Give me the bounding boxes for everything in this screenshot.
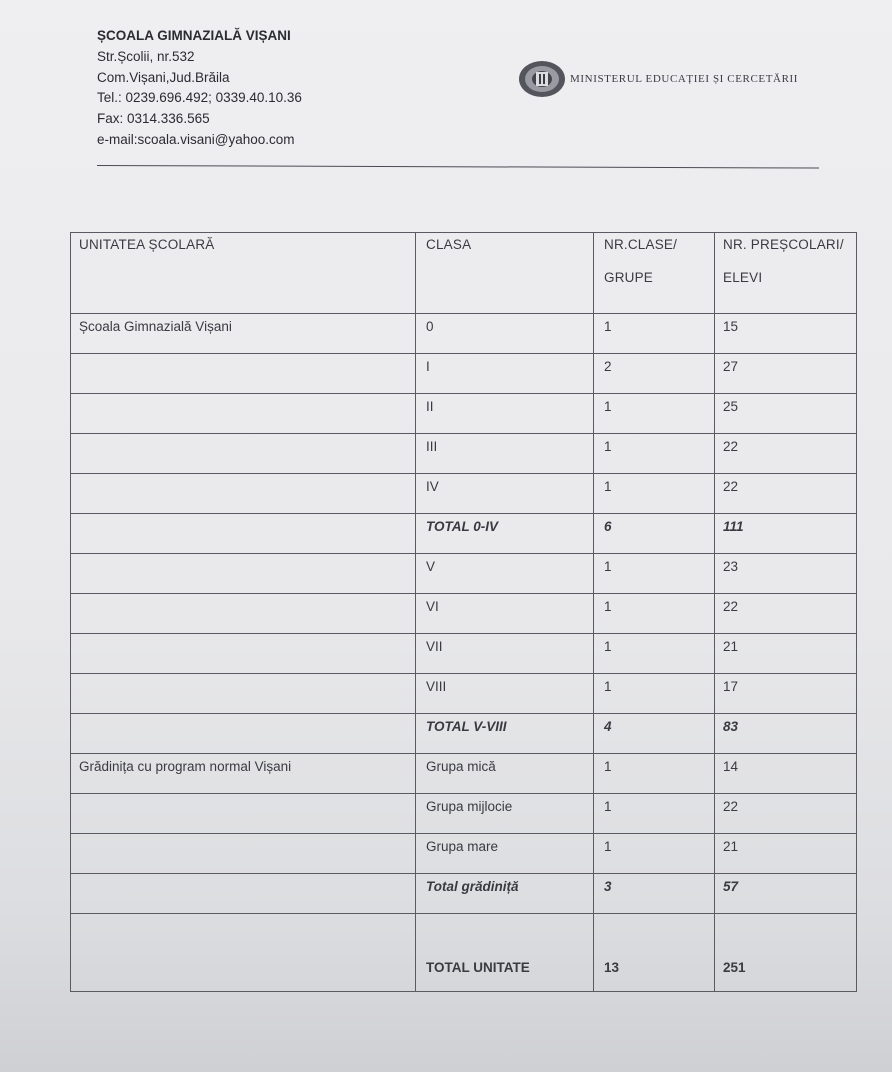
- table-row: [71, 874, 857, 914]
- table-row: [71, 794, 857, 834]
- cell-students: 22: [715, 474, 857, 514]
- cell-groups: 1: [594, 834, 715, 874]
- header-students: [715, 233, 857, 314]
- cell-groups: 1: [594, 394, 715, 434]
- cell-class: I: [416, 354, 594, 394]
- cell-unit: Școala Gimnazială Vișani: [71, 314, 416, 354]
- cell-unit: [71, 914, 416, 992]
- ministry-name: MINISTERUL EDUCAȚIEI ȘI CERCETĂRII: [570, 73, 799, 85]
- cell-class: V: [416, 554, 594, 594]
- table-row: [71, 674, 857, 714]
- cell-students: 14: [715, 754, 857, 794]
- cell-class: 0: [416, 314, 594, 354]
- table-row: [71, 474, 857, 514]
- header-groups-line2: GRUPE: [604, 270, 654, 285]
- cell-unit: [71, 674, 416, 714]
- cell-students: 15: [715, 314, 857, 354]
- header-students-line2: ELEVI: [723, 270, 763, 285]
- table-row: [71, 714, 857, 754]
- header-class-label: CLASA: [426, 237, 472, 252]
- cell-unit: [71, 394, 416, 434]
- cell-students: 25: [715, 394, 857, 434]
- cell-groups: 1: [594, 674, 715, 714]
- cell-unit: [71, 834, 416, 874]
- cell-groups: 1: [594, 554, 715, 594]
- cell-groups: 1: [594, 434, 715, 474]
- cell-students: 22: [715, 794, 857, 834]
- cell-students: 23: [715, 554, 857, 594]
- cell-groups: 2: [594, 354, 715, 394]
- school-email: e-mail:scoala.visani@yahoo.com: [97, 131, 295, 147]
- ministry-logo-icon: [518, 59, 566, 99]
- enrollment-table: [70, 232, 857, 992]
- cell-unit: [71, 474, 416, 514]
- cell-groups: 1: [594, 594, 715, 634]
- cell-unit: [71, 434, 416, 474]
- table-body: [71, 314, 857, 992]
- table-row: [71, 834, 857, 874]
- cell-class: TOTAL UNITATE: [416, 914, 594, 992]
- cell-class: TOTAL V-VIII: [416, 714, 594, 754]
- cell-class: II: [416, 394, 594, 434]
- header-divider: [97, 165, 819, 169]
- cell-groups: 6: [594, 514, 715, 554]
- cell-groups: 1: [594, 794, 715, 834]
- school-fax: Fax: 0314.336.565: [97, 111, 210, 127]
- school-commune: Com.Vișani,Jud.Brăila: [97, 69, 230, 85]
- cell-unit: [71, 554, 416, 594]
- cell-class: TOTAL 0-IV: [416, 514, 594, 554]
- cell-students: 111: [715, 514, 857, 554]
- table-row: [71, 514, 857, 554]
- cell-students: 22: [715, 434, 857, 474]
- cell-class: Grupa mijlocie: [416, 794, 594, 834]
- school-phone: Tel.: 0239.696.492; 0339.40.10.36: [97, 90, 302, 106]
- cell-groups: 1: [594, 314, 715, 354]
- cell-class: Grupa mare: [416, 834, 594, 874]
- cell-groups: 13: [594, 914, 715, 992]
- cell-students: 57: [715, 874, 857, 914]
- cell-class: VIII: [416, 674, 594, 714]
- cell-students: 21: [715, 834, 857, 874]
- cell-students: 21: [715, 634, 857, 674]
- table-row: [71, 594, 857, 634]
- header-students-line1: NR. PREȘCOLARI/: [723, 237, 844, 252]
- header-groups-line1: NR.CLASE/: [604, 237, 678, 252]
- cell-class: VII: [416, 634, 594, 674]
- cell-groups: 1: [594, 474, 715, 514]
- cell-class: VI: [416, 594, 594, 634]
- cell-students: 22: [715, 594, 857, 634]
- cell-groups: 1: [594, 634, 715, 674]
- table-row: [71, 394, 857, 434]
- table-header-row: [71, 233, 857, 314]
- header-class: [416, 233, 594, 314]
- cell-class: III: [416, 434, 594, 474]
- cell-unit: [71, 594, 416, 634]
- cell-students: 83: [715, 714, 857, 754]
- cell-unit: [71, 714, 416, 754]
- table-row: [71, 434, 857, 474]
- cell-class: Total grădiniță: [416, 874, 594, 914]
- table-row: [71, 554, 857, 594]
- school-letterhead: [97, 26, 302, 151]
- table-row: [71, 354, 857, 394]
- cell-groups: 1: [594, 754, 715, 794]
- table-row: [71, 634, 857, 674]
- cell-students: 17: [715, 674, 857, 714]
- school-street: Str.Școlii, nr.532: [97, 48, 195, 64]
- school-name: ȘCOALA GIMNAZIALĂ VIȘANI: [97, 28, 291, 43]
- header-groups: [594, 233, 715, 314]
- cell-unit: [71, 354, 416, 394]
- cell-class: IV: [416, 474, 594, 514]
- cell-students: 27: [715, 354, 857, 394]
- header-unit-label: UNITATEA ȘCOLARĂ: [79, 237, 215, 252]
- cell-unit: [71, 794, 416, 834]
- cell-unit: Grădinița cu program normal Vișani: [71, 754, 416, 794]
- cell-groups: 4: [594, 714, 715, 754]
- cell-students: 251: [715, 914, 857, 992]
- table-row: [71, 914, 857, 992]
- cell-groups: 3: [594, 874, 715, 914]
- cell-class: Grupa mică: [416, 754, 594, 794]
- cell-unit: [71, 634, 416, 674]
- cell-unit: [71, 874, 416, 914]
- table-row: [71, 314, 857, 354]
- header-unit: [71, 233, 416, 314]
- table-row: [71, 754, 857, 794]
- cell-unit: [71, 514, 416, 554]
